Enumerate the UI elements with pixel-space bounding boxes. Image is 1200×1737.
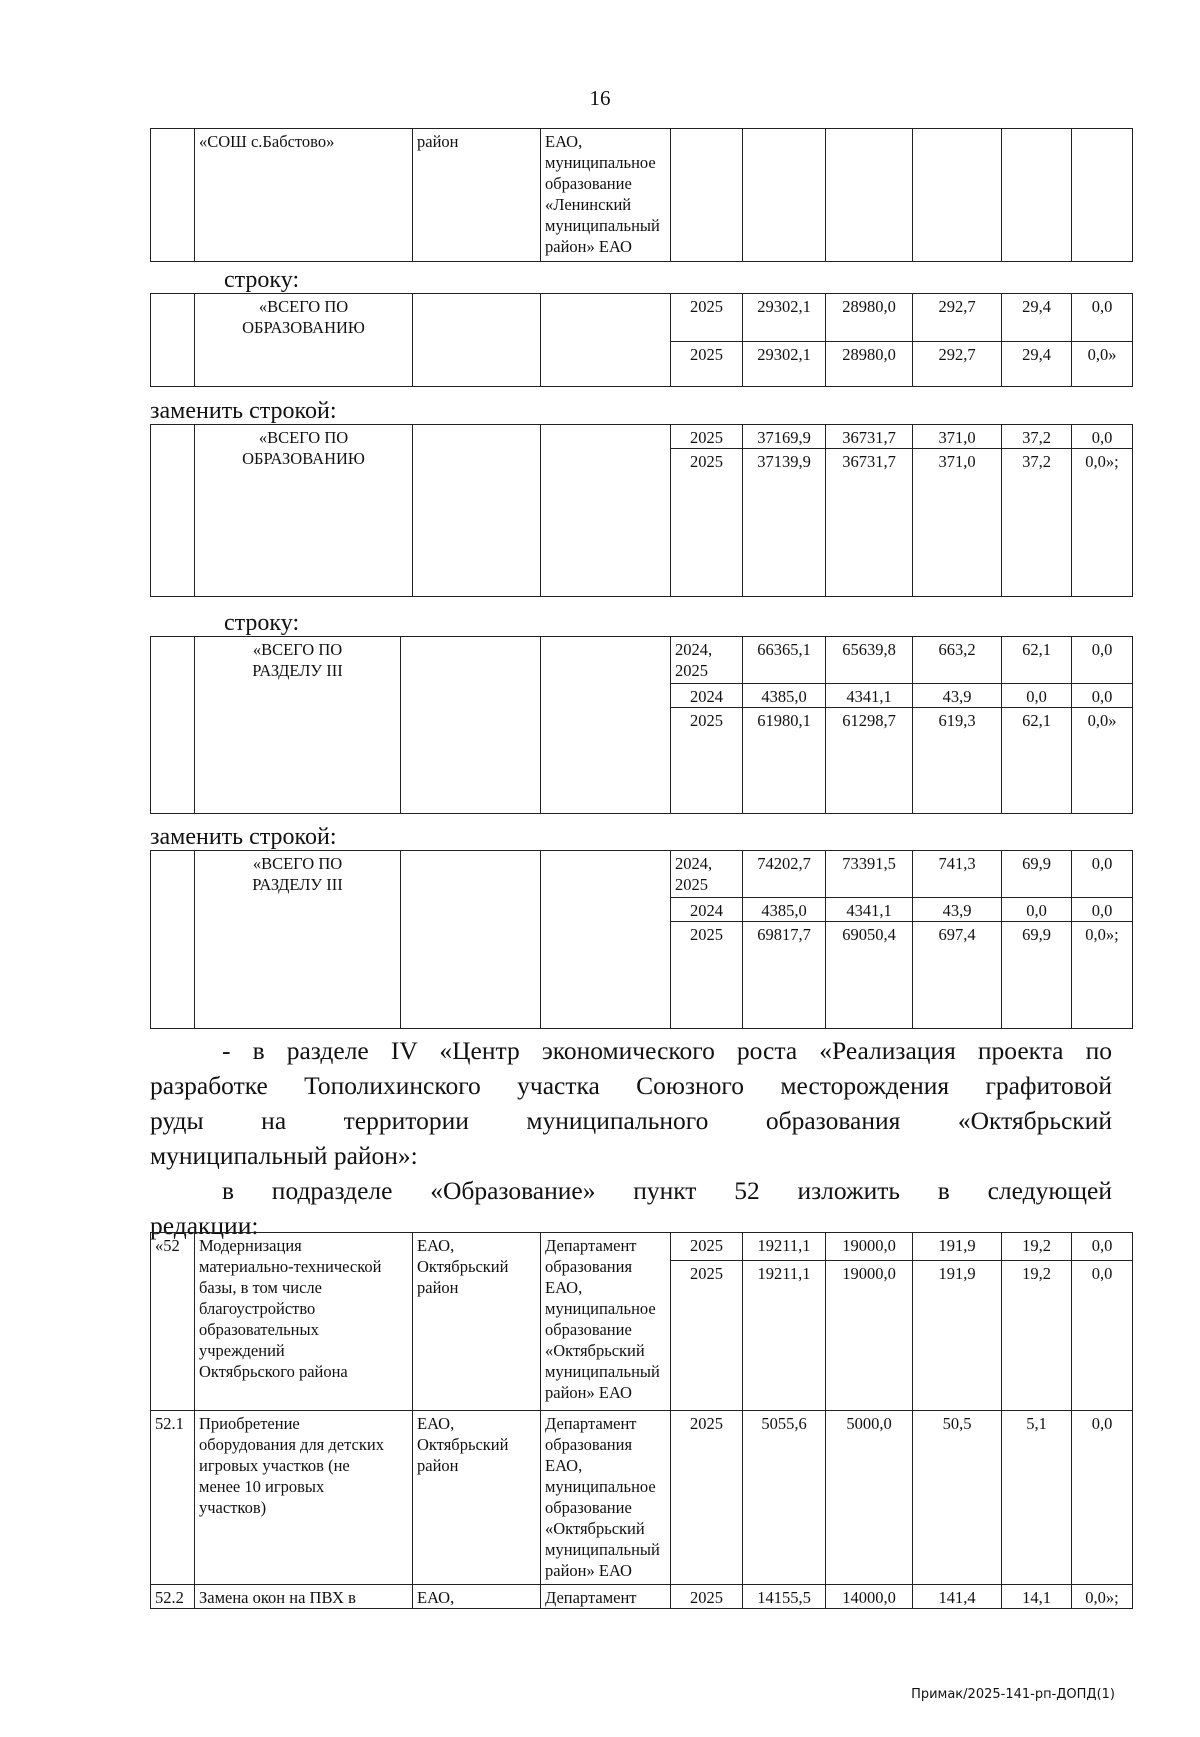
table-block-2 [150,424,1133,597]
cell: 69,9 [1002,851,1072,898]
cell: 0,0 [1072,1233,1133,1261]
cell: 0,0 [1072,684,1133,708]
cell: 2025 [671,922,743,1029]
executor-cell: ЕАО, муниципальное образование «Ленинский муниципальный район» ЕАО [541,129,671,262]
table-block-1 [150,293,1133,387]
cell: 37169,9 [743,425,826,449]
cell: 2025 [671,1411,743,1585]
cell: 0,0 [1072,1411,1133,1585]
cell: 29,4 [1002,294,1072,342]
cell: 62,1 [1002,708,1072,814]
cell: 2025 [671,425,743,449]
cell: 371,0 [913,425,1002,449]
cell: 29302,1 [743,294,826,342]
cell: 19000,0 [826,1261,913,1411]
table-item-52 [150,1232,1133,1609]
item-place: ЕАО, Октябрьский район [413,1233,541,1411]
cell: 292,7 [913,342,1002,387]
cell: 741,3 [913,851,1002,898]
cell: 69050,4 [826,922,913,1029]
page-number: 16 [589,86,611,110]
block1-name: «ВСЕГО ПО ОБРАЗОВАНИЮ [195,294,413,387]
cell: 19000,0 [826,1233,913,1261]
cell: 28980,0 [826,294,913,342]
cell: 0,0 [1072,851,1133,898]
cell: 28980,0 [826,342,913,387]
district-cell: район [413,129,541,262]
cell: 14155,5 [743,1585,826,1609]
label-row-1: строку: [224,267,300,293]
cell: 2025 [671,449,743,597]
cell: 0,0» [1072,342,1133,387]
cell: 2025 [671,342,743,387]
cell: 4385,0 [743,898,826,922]
cell: 37,2 [1002,449,1072,597]
cell: 292,7 [913,294,1002,342]
item-number: 52.1 [151,1411,195,1585]
cell: 191,9 [913,1261,1002,1411]
cell: 74202,7 [743,851,826,898]
cell: 66365,1 [743,637,826,684]
table-block-3 [150,636,1133,814]
cell: 191,9 [913,1233,1002,1261]
cell: 69,9 [1002,922,1072,1029]
cell: 29302,1 [743,342,826,387]
cell: 2024, 2025 [671,637,743,684]
block3-name: «ВСЕГО ПО РАЗДЕЛУ III [195,637,401,814]
cell: 0,0 [1002,898,1072,922]
cell: 37,2 [1002,425,1072,449]
cell: 2025 [671,708,743,814]
cell: 4385,0 [743,684,826,708]
block4-name: «ВСЕГО ПО РАЗДЕЛУ III [195,851,401,1029]
cell: 50,5 [913,1411,1002,1585]
item-executor: Департамент образования ЕАО, муниципальное образование «Октябрьский муниципальный район» ЕАО [541,1411,671,1585]
section-iv-paragraph: - в разделе IV «Центр экономического роста «Реализация проекта по разработке Тополихинского участка Союзного месторождения графитовой руды на территории муниципального образования «Октябрьский муниципальный район»: [150,1036,1112,1170]
cell: 73391,5 [826,851,913,898]
cell: 69817,7 [743,922,826,1029]
label-row-2: заменить строкой: [150,398,337,424]
cell: 0,0 [1072,898,1133,922]
cell: 0,0 [1072,637,1133,684]
cell: 61980,1 [743,708,826,814]
table-top-continuation [150,128,1133,262]
cell: 43,9 [913,898,1002,922]
cell: 37139,9 [743,449,826,597]
cell: 0,0»; [1072,922,1133,1029]
item-place: ЕАО, Октябрьский район [413,1411,541,1585]
item-executor: Департамент образования ЕАО, муниципальное образование «Октябрьский муниципальный район» ЕАО [541,1233,671,1411]
item-number: «52 [151,1233,195,1411]
cell: 0,0 [1002,684,1072,708]
cell: 2024 [671,898,743,922]
cell: 697,4 [913,922,1002,1029]
item-place: ЕАО, [413,1585,541,1609]
cell: 62,1 [1002,637,1072,684]
cell: 36731,7 [826,425,913,449]
cell: 0,0»; [1072,449,1133,597]
cell: 0,0 [1072,294,1133,342]
cell: 61298,7 [826,708,913,814]
cell: 4341,1 [826,898,913,922]
item-name: Замена окон на ПВХ в [195,1585,413,1609]
cell: 5055,6 [743,1411,826,1585]
cell: 2025 [671,1261,743,1411]
cell: 0,0» [1072,708,1133,814]
cell: 19,2 [1002,1233,1072,1261]
item-name: Приобретение оборудования для детских игровых участков (не менее 10 игровых участков) [195,1411,413,1585]
document-footer-id: Примак/2025-141-рп-ДОПД(1) [911,1687,1115,1702]
item-name: Модернизация материально-технической базы, в том числе благоустройство образовательных учреждений Октябрьского района [195,1233,413,1411]
cell: 371,0 [913,449,1002,597]
label-row-4: заменить строкой: [150,824,337,850]
cell: 0,0 [1072,425,1133,449]
cell: 19,2 [1002,1261,1072,1411]
cell: 2024, 2025 [671,851,743,898]
cell: 0,0 [1072,1261,1133,1411]
cell: 141,4 [913,1585,1002,1609]
cell: 2024 [671,684,743,708]
cell: 43,9 [913,684,1002,708]
cell: 29,4 [1002,342,1072,387]
block2-name: «ВСЕГО ПО ОБРАЗОВАНИЮ [195,425,413,597]
item-executor: Департамент [541,1585,671,1609]
cell: 619,3 [913,708,1002,814]
cell: 19211,1 [743,1261,826,1411]
cell: 4341,1 [826,684,913,708]
cell: 2025 [671,1233,743,1261]
cell: 19211,1 [743,1233,826,1261]
label-row-3: строку: [224,610,300,636]
cell: 36731,7 [826,449,913,597]
cell: 5,1 [1002,1411,1072,1585]
cell: 65639,8 [826,637,913,684]
cell: 2025 [671,1585,743,1609]
school-name: «СОШ с.Бабстово» [195,129,413,262]
subsection-paragraph: в подразделе «Образование» пункт 52 изложить в следующей редакции: [150,1176,1112,1240]
cell: 14,1 [1002,1585,1072,1609]
cell: 14000,0 [826,1585,913,1609]
table-block-4 [150,850,1133,1029]
cell: 2025 [671,294,743,342]
cell: 663,2 [913,637,1002,684]
cell: 0,0»; [1072,1585,1133,1609]
item-number: 52.2 [151,1585,195,1609]
cell: 5000,0 [826,1411,913,1585]
